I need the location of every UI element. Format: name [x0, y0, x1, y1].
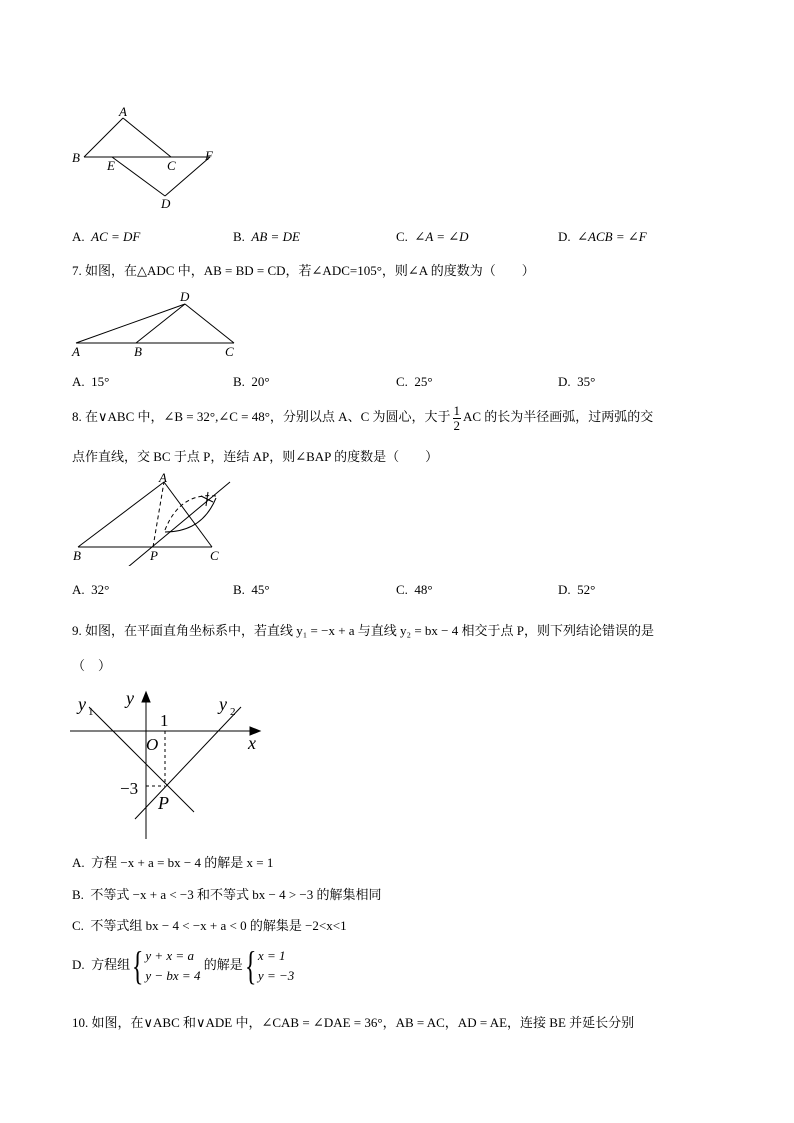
q8-option-d[interactable]: D. 52°	[558, 582, 596, 597]
label-E: E	[107, 158, 115, 173]
q10-stem: 10. 如图，在∨ABC 和∨ADE 中，∠CAB = ∠DAE = 36°，AB = AC，AD = AE，连接 BE 并延长分别	[72, 1015, 635, 1030]
label-neg3: −3	[120, 779, 139, 798]
q9-option-d[interactable]: D. 方程组{ y + x = a y − bx = 4 的解是{ x = 1 y = −3	[72, 943, 295, 988]
label-A: A	[72, 344, 80, 359]
label-x: x	[248, 733, 256, 753]
q7-option-d[interactable]: D. 35°	[558, 374, 596, 389]
label-A: A	[159, 470, 167, 485]
q9-option-b[interactable]: B. 不等式 −x + a < −3 和不等式 bx − 4 > −3 的解集相同	[72, 887, 382, 902]
label-B: B	[72, 150, 80, 165]
label-B: B	[134, 344, 142, 359]
label-y1-sub: 1	[88, 706, 94, 718]
q6-option-b[interactable]: B. AB = DE	[233, 229, 300, 244]
label-D: D	[161, 196, 171, 211]
q9-option-c[interactable]: C. 不等式组 bx − 4 < −x + a < 0 的解集是 −2<x<1	[72, 918, 347, 933]
label-C: C	[210, 548, 219, 563]
q6-option-c[interactable]: C. ∠A = ∠D	[396, 229, 469, 244]
label-C: C	[167, 158, 176, 173]
q9-stem: 9. 如图，在平面直角坐标系中，若直线 y₁ = −x + a 与直线 y₂ = bx − 4 相交于点 P，则下列结论错误的是	[72, 623, 654, 638]
label-A: A	[119, 104, 127, 119]
q7-figure	[70, 288, 250, 360]
q7-option-a[interactable]: A. 15°	[72, 374, 110, 389]
q9-stem-line2: （ ）	[72, 658, 112, 673]
label-P: P	[158, 793, 169, 813]
q7-option-c[interactable]: C. 25°	[396, 374, 433, 389]
label-y2: y	[219, 694, 227, 714]
label-F: F	[205, 148, 213, 163]
label-B: B	[73, 548, 81, 563]
q8-figure	[70, 470, 250, 566]
q9-figure	[64, 684, 274, 842]
label-C: C	[225, 344, 234, 359]
q6-option-d[interactable]: D. ∠ACB = ∠F	[558, 229, 647, 244]
q7-stem: 7. 如图，在△ADC 中，AB = BD = CD，若∠ADC=105°，则∠A 的度数为（ ）	[72, 263, 535, 278]
q6-option-a[interactable]: A. AC = DF	[72, 229, 141, 244]
label-O: O	[146, 735, 159, 754]
label-P: P	[150, 548, 158, 563]
q9-option-a[interactable]: A. 方程 −x + a = bx − 4 的解是 x = 1	[72, 855, 274, 870]
q7-option-b[interactable]: B. 20°	[233, 374, 270, 389]
label-y2-sub: 2	[230, 706, 236, 718]
label-y: y	[126, 688, 134, 708]
q8-stem-line1: 8. 在∨ABC 中，∠B = 32°,∠C = 48°，分别以点 A、C 为圆心，大于 $\frac{1}{2}$ AC 的长为半径画弧，过两弧的交	[72, 402, 654, 433]
q8-stem-line2: 点作直线，交 BC 于点 P，连结 AP，则∠BAP 的度数是（ ）	[72, 449, 439, 464]
label-1: 1	[160, 711, 169, 730]
q8-option-a[interactable]: A. 32°	[72, 582, 110, 597]
q8-option-c[interactable]: C. 48°	[396, 582, 433, 597]
q8-option-b[interactable]: B. 45°	[233, 582, 270, 597]
label-y1: y	[78, 694, 86, 714]
q6-figure	[70, 100, 230, 212]
label-D: D	[180, 289, 190, 304]
